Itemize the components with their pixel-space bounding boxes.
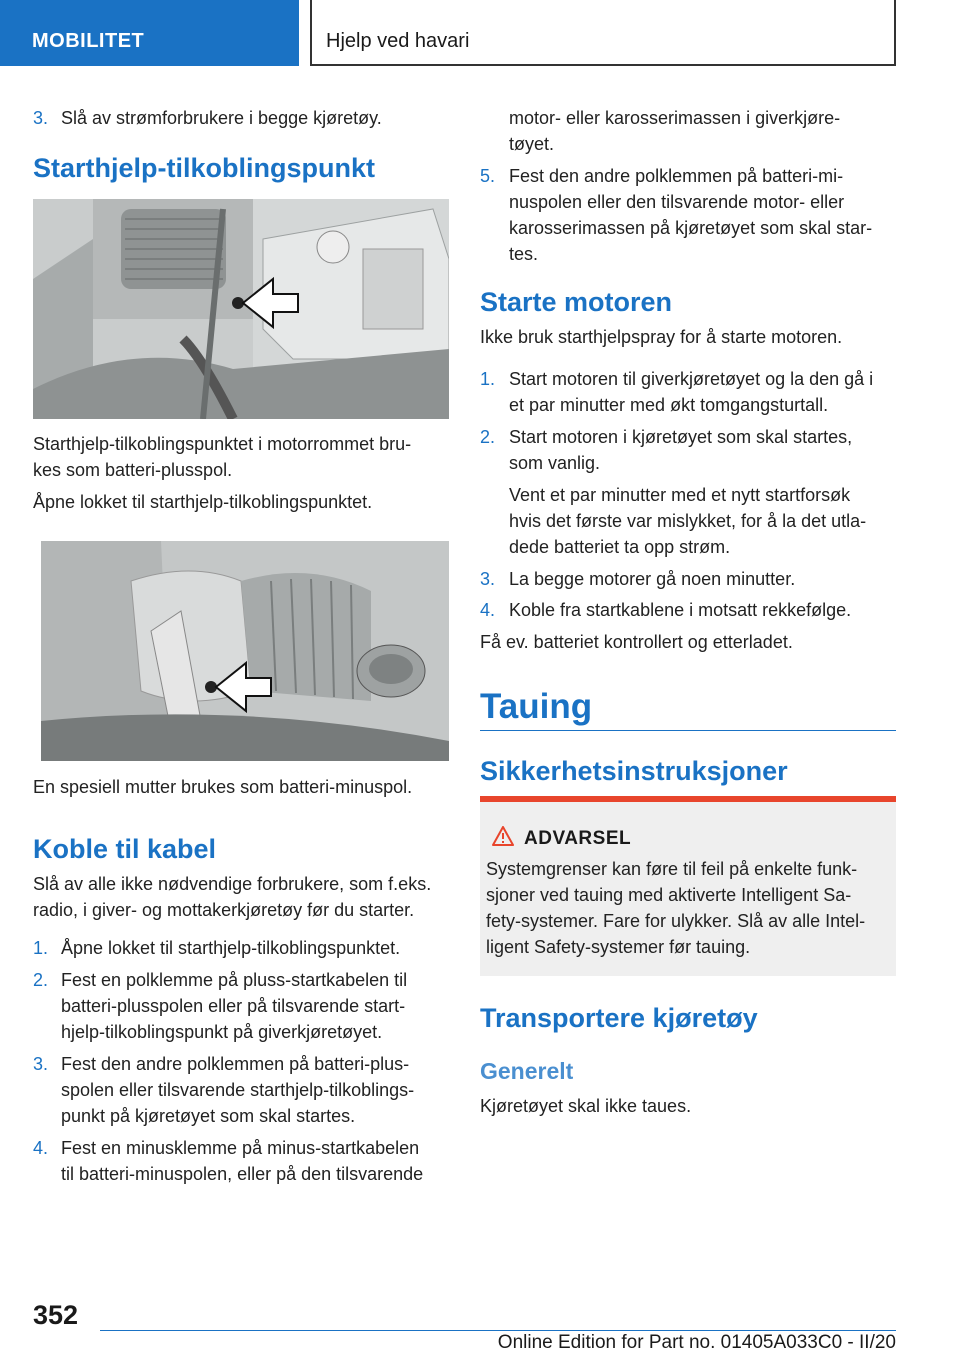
heading-connect-cable: Koble til kabel (33, 834, 217, 864)
caption-jump-l2: kes som batteri-plusspol. (33, 460, 233, 480)
step-text: som vanlig. (509, 453, 601, 473)
step-text: et par minutter med økt tomgangsturtall. (509, 395, 829, 415)
warning-line: fety-systemer. Fare for ulykker. Slå av alle Intel‐ (486, 911, 866, 931)
warning-line: ligent Safety-systemer før tauing. (486, 937, 751, 957)
step-number: 1. (480, 369, 496, 389)
step-number: 5. (480, 166, 496, 186)
general-text: Kjøretøyet skal ikke taues. (480, 1096, 692, 1116)
step-note: dede batteriet ta opp strøm. (509, 537, 731, 557)
warning-triangle-icon (492, 826, 514, 846)
step-text: Start motoren i kjøretøyet som skal startes, (509, 427, 853, 447)
step-number: 2. (33, 970, 49, 990)
page-number: 352 (33, 1300, 79, 1330)
caption-minus: En spesiell mutter brukes som batteri-minuspol. (33, 777, 413, 797)
engine-bay-image-plus (33, 199, 449, 419)
step-number: 1. (33, 938, 49, 958)
cable-intro-l2: radio, i giver- og mottakerkjøretøy før du starter. (33, 900, 415, 920)
step-note: Vent et par minutter med et nytt startforsøk (509, 485, 851, 505)
step-number: 3. (480, 569, 496, 589)
step-text: batteri-plusspolen eller på tilsvarende start‐ (61, 996, 406, 1016)
heading-start-engine: Starte motoren (480, 287, 673, 317)
step-text: hjelp-tilkoblingspunkt på giverkjøretøyet. (61, 1022, 383, 1042)
step-note: hvis det første var mislykket, for å la det utla‐ (509, 511, 867, 531)
step-text: La begge motorer gå noen minutter. (509, 569, 796, 589)
final-note: Få ev. batteriet kontrollert og etterladet. (480, 632, 793, 652)
edition-footer: Online Edition for Part no. 01405A033C0 - II/20 (497, 1332, 896, 1353)
engine-bay-image-minus (41, 541, 449, 761)
step-text: til batteri-minuspolen, eller på den tilsvarende (61, 1164, 424, 1184)
section-tab (0, 0, 299, 66)
step-text: spolen eller tilsvarende starthjelp-tilkoblings‐ (61, 1080, 415, 1100)
heading-towing: Tauing (480, 687, 593, 726)
step-text: Åpne lokket til starthjelp-tilkoblingspunktet. (61, 938, 401, 958)
step-text: nuspolen eller den tilsvarende motor- eller (509, 192, 845, 212)
step-text: Fest den andre polklemmen på batteri-plus‐ (61, 1054, 410, 1074)
topic-title: Hjelp ved havari (326, 30, 470, 52)
step-text: tes. (509, 244, 539, 264)
warning-text (486, 856, 890, 960)
topic-box (310, 0, 896, 66)
heading-transport: Transportere kjøretøy (480, 1003, 758, 1033)
step-number: 2. (480, 427, 496, 447)
open-lid-text: Åpne lokket til starthjelp-tilkoblingspunktet. (33, 492, 373, 512)
heading-safety: Sikkerhetsinstruksjoner (480, 756, 788, 786)
step-text: karosserimassen på kjøretøyet som skal star‐ (509, 218, 873, 238)
section-rule (480, 730, 896, 731)
start-intro: Ikke bruk starthjelpspray for å starte motoren. (480, 327, 843, 347)
step-text: punkt på kjøretøyet som skal startes. (61, 1106, 356, 1126)
heading-jump-point: Starthjelp-tilkoblingspunkt (33, 153, 375, 183)
step-continued: tøyet. (509, 134, 555, 154)
step-number: 4. (480, 600, 496, 620)
step-text: Fest den andre polklemmen på batteri-mi‐ (509, 166, 844, 186)
cable-intro-l1: Slå av alle ikke nødvendige forbrukere, som f.eks. (33, 874, 432, 894)
step-text: Fest en minusklemme på minus-startkabelen (61, 1138, 420, 1158)
caption-jump-l1: Starthjelp-tilkoblingspunktet i motorrommet bru‐ (33, 434, 412, 454)
step-number: 3. (33, 108, 49, 128)
step-text: Fest en polklemme på pluss-startkabelen til (61, 970, 408, 990)
warning-box (480, 796, 896, 976)
step-number: 4. (33, 1138, 49, 1158)
warning-title: ADVARSEL (524, 828, 632, 849)
step-text: Slå av strømforbrukere i begge kjøretøy. (61, 108, 382, 128)
section-title: MOBILITET (32, 30, 145, 52)
warning-line: Systemgrenser kan føre til feil på enkelte funk‐ (486, 859, 858, 879)
step-text: Koble fra startkablene i motsatt rekkefølge. (509, 600, 852, 620)
step-continued: motor- eller karosserimassen i giverkjøre‐ (509, 108, 841, 128)
step-number: 3. (33, 1054, 49, 1074)
warning-line: sjoner ved tauing med aktiverte Intelligent Sa‐ (486, 885, 852, 905)
heading-general: Generelt (480, 1058, 574, 1084)
step-text: Start motoren til giverkjøretøyet og la den gå i (509, 369, 874, 389)
footer-rule (100, 1330, 896, 1331)
